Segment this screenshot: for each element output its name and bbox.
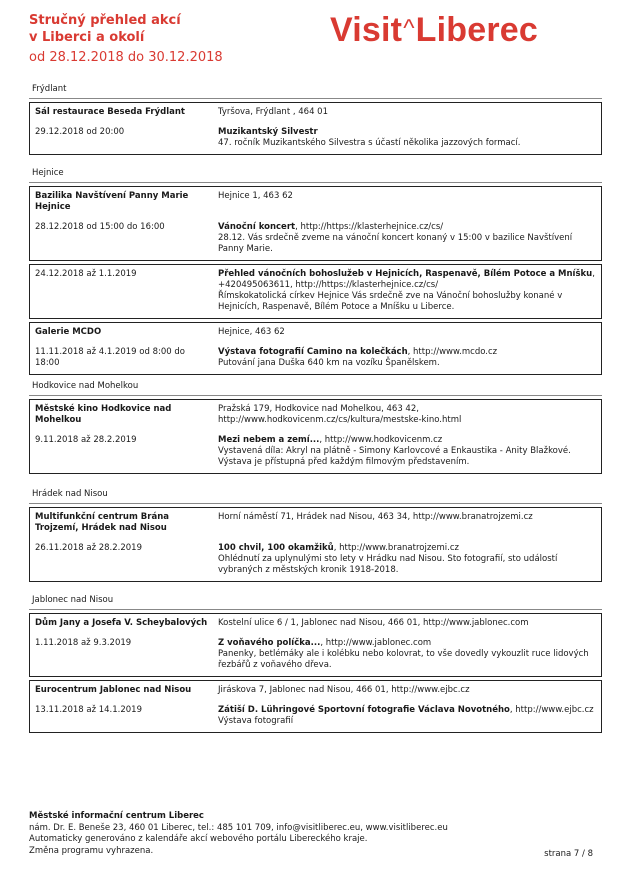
section-frydlant (29, 84, 602, 158)
venue-block (29, 264, 602, 319)
section-heading: Frýdlant (29, 84, 602, 99)
event-date: 29.12.2018 od 20:00 (35, 127, 125, 137)
venue-name: Sál restaurace Beseda Frýdlant (35, 107, 185, 117)
event-description: Vystavená díla: Akryl na plátně - Simony Karlovcové a Enkaustika - Anity Blažkové. Výstava je přístupná před každým filmovým představením. (218, 446, 571, 467)
section-hradek (29, 489, 602, 585)
venue-name: Dům Jany a Josefa V. Scheybalových (35, 618, 208, 628)
title-line-1: Stručný přehled akcí (29, 13, 181, 28)
venue-address: Hejnice 1, 463 62 (218, 191, 293, 201)
venue-name: Multifunkční centrum Brána Trojzemí, Hrádek nad Nisou (35, 512, 169, 533)
venue-address: Jiráskova 7, Jablonec nad Nisou, 466 01, http://www.ejbc.cz (218, 685, 470, 695)
section-heading: Hodkovice nad Mohelkou (29, 381, 602, 396)
venue-address: Tyršova, Frýdlant , 464 01 (218, 107, 328, 117)
venue-block (29, 613, 602, 677)
event-contact: , http://www.mcdo.cz (407, 347, 498, 357)
visit-liberec-logo: Visit^Liberec (330, 11, 538, 49)
event-title: Výstava fotografií Camino na kolečkách (218, 347, 408, 357)
event-date: 11.11.2018 až 4.1.2019 od 8:00 do 18:00 (35, 347, 185, 368)
event-title: Vánoční koncert (218, 222, 296, 232)
section-jablonec (29, 595, 602, 736)
footer-note: Automaticky generováno z kalendáře akcí webového portálu Libereckého kraje. (29, 834, 368, 844)
event-contact: , http://www.jablonec.com (320, 638, 432, 648)
footer (29, 811, 602, 857)
footer-note: Změna programu vyhrazena. (29, 845, 154, 856)
event-description: 47. ročník Muzikantského Silvestra s účastí několika jazzových formací. (218, 138, 521, 148)
event-date: 24.12.2018 až 1.1.2019 (35, 269, 137, 279)
event-contact: , http://www.hodkovicenm.cz (319, 435, 443, 445)
document-title (29, 12, 181, 46)
event-date: 1.11.2018 až 9.3.2019 (35, 638, 132, 648)
venue-address: Kostelní ulice 6 / 1, Jablonec nad Nisou, 466 01, http://www.jablonec.com (218, 618, 529, 628)
date-range: od 28.12.2018 do 30.12.2018 (29, 50, 223, 65)
event-description: Římskokatolická církev Hejnice Vás srdečně zve na Vánoční bohoslužby konané v Hejnicích, Raspenavě, Bílém Potoce a Mníšku u Liberce. (218, 291, 563, 312)
section-hodkovice (29, 381, 602, 477)
event-date: 26.11.2018 až 28.2.2019 (35, 543, 143, 553)
venue-address: Pražská 179, Hodkovice nad Mohelkou, 463 42, http://www.hodkovicenm.cz/cs/kultura/mestske-kino.html (218, 404, 462, 425)
event-title: Muzikantský Silvestr (218, 127, 318, 137)
venue-name: Galerie MCDO (35, 327, 102, 337)
venue-address: Horní náměstí 71, Hrádek nad Nisou, 463 34, http://www.branatrojzemi.cz (218, 512, 533, 522)
event-description: Ohlédnutí za uplynulými sto lety v Hrádku nad Nisou. Sto fotografií, sto událostí vybraných z městských kronik 1918-2018. (218, 554, 558, 575)
event-description: 28.12. Vás srdečně zveme na vánoční koncert konaný v 15:00 v bazilice Navštívení Panny Marie. (218, 233, 573, 254)
venue-block (29, 322, 602, 375)
footer-address: nám. Dr. E. Beneše 23, 460 01 Liberec, tel.: 485 101 709, info@visitliberec.eu, www.visitliberec.eu (29, 822, 448, 833)
event-description: Putování jana Duška 640 km na vozíku Španělskem. (218, 358, 440, 368)
event-title: Zátiší D. Lühringové Sportovní fotografie Václava Novotného (218, 705, 510, 715)
section-heading: Hrádek nad Nisou (29, 489, 602, 504)
venue-block (29, 507, 602, 582)
event-date: 9.11.2018 až 28.2.2019 (35, 435, 137, 445)
event-contact: , http://www.ejbc.cz (509, 705, 594, 715)
footer-org: Městské informační centrum Liberec (29, 811, 204, 821)
event-description: Panenky, betlémáky ale i kolébku nebo kolovrat, to vše dovedly vykouzlit ruce lidových řezbářů z voňavého dřeva. (218, 649, 589, 670)
venue-name: Eurocentrum Jablonec nad Nisou (35, 685, 192, 695)
event-date: 13.11.2018 až 14.1.2019 (35, 705, 143, 715)
event-date: 28.12.2018 od 15:00 do 16:00 (35, 222, 165, 232)
event-description: Výstava fotografií (218, 716, 294, 726)
section-heading: Hejnice (29, 168, 602, 183)
title-line-2: v Liberci a okolí (29, 30, 145, 45)
event-contact: , http://https://klasterhejnice.cz/cs/ (295, 222, 444, 232)
event-contact: , http://www.branatrojzemi.cz (333, 543, 459, 553)
event-title: Z voňavého políčka... (218, 638, 321, 648)
venue-address: Hejnice, 463 62 (218, 327, 285, 337)
venue-block (29, 399, 602, 474)
venue-name: Městské kino Hodkovice nad Mohelkou (35, 404, 172, 425)
event-contact: , +420495063611, http://https://klasterhejnice.cz/cs/ (218, 269, 595, 290)
venue-block (29, 102, 602, 155)
venue-block (29, 680, 602, 733)
event-title: Mezi nebem a zemí... (218, 435, 320, 445)
page-number: strana 7 / 8 (544, 849, 593, 859)
venue-name: Bazilika Navštívení Panny Marie Hejnice (35, 191, 189, 212)
section-heading: Jablonec nad Nisou (29, 595, 602, 610)
event-title: Přehled vánočních bohoslužeb v Hejnicích, Raspenavě, Bílém Potoce a Mníšku (218, 269, 593, 279)
venue-block (29, 186, 602, 261)
section-hejnice (29, 168, 602, 378)
event-title: 100 chvil, 100 okamžiků (218, 543, 334, 553)
